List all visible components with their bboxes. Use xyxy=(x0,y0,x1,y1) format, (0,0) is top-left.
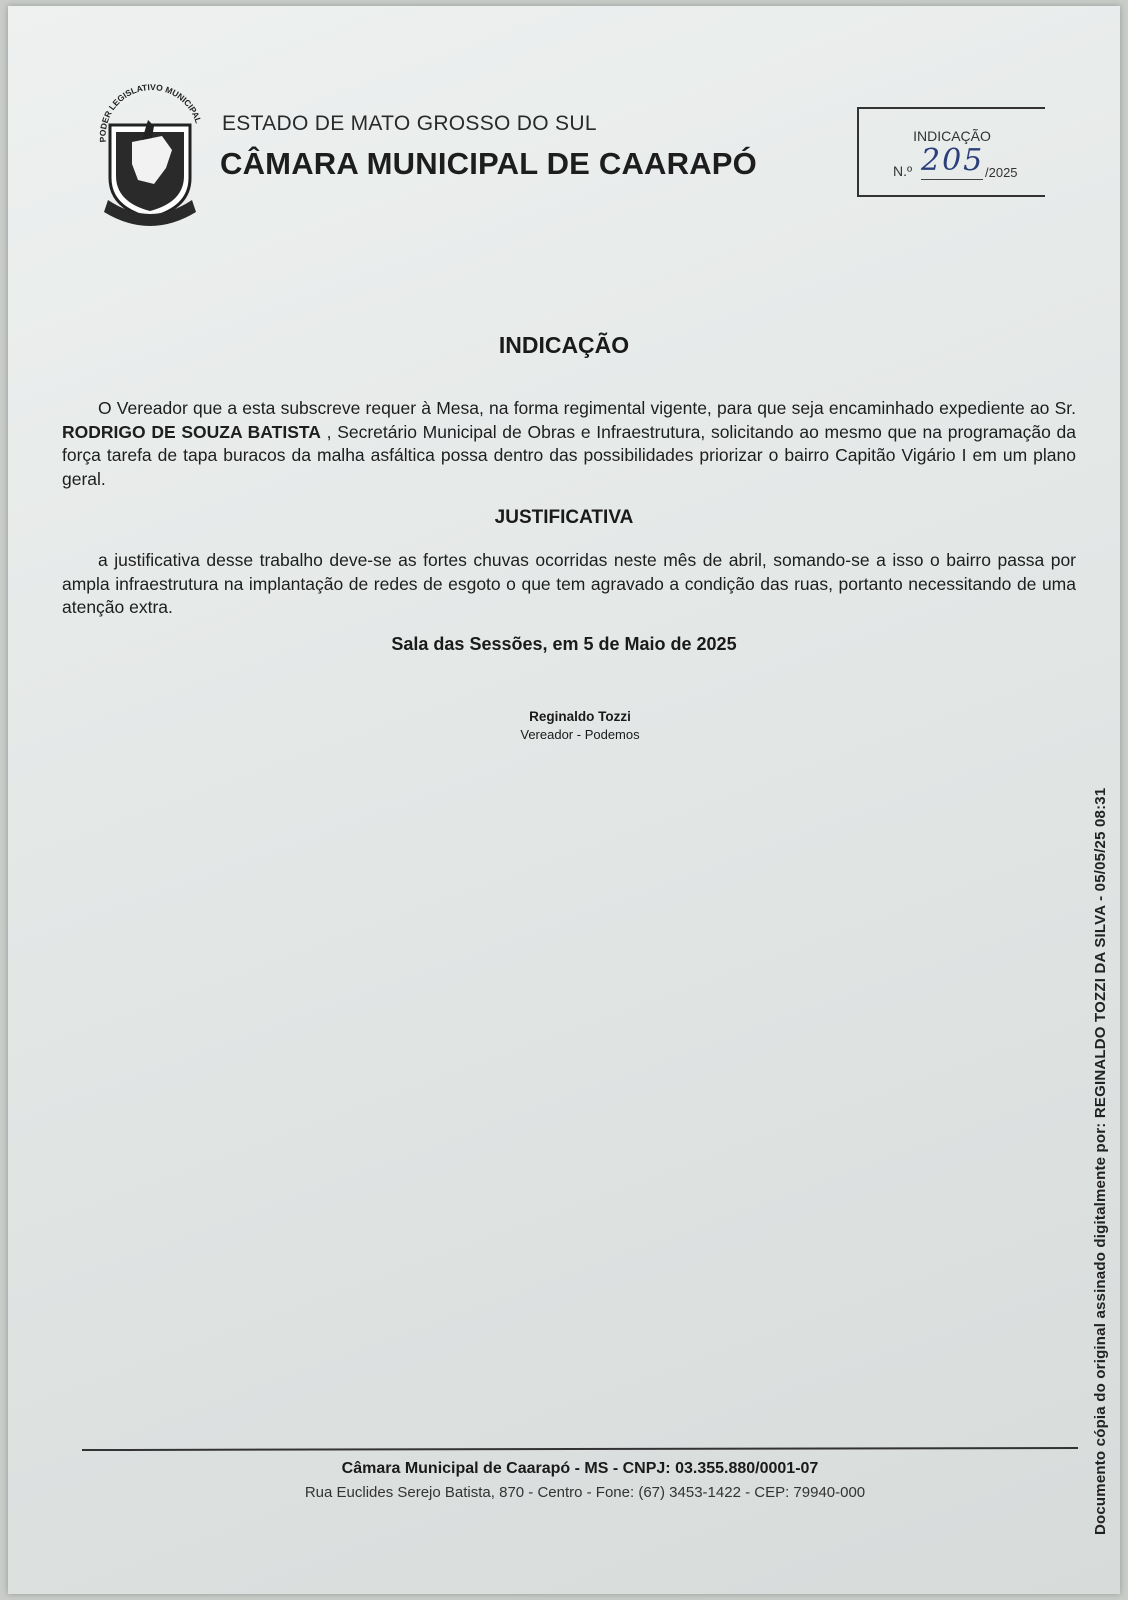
request-text-before-name: O Vereador que a esta subscreve requer à Mesa, na forma regimental vigente, para que seja encaminhado expediente ao Sr. xyxy=(98,398,1076,418)
signatory-role: Vereador - Podemos xyxy=(520,727,640,742)
indication-year-suffix: /2025 xyxy=(985,165,1018,180)
justification-title: JUSTIFICATIVA xyxy=(494,507,634,528)
signatory-name: Reginaldo Tozzi xyxy=(529,709,631,724)
document-title: INDICAÇÃO xyxy=(498,332,630,358)
footer-institution-line: Câmara Municipal de Caarapó - MS - CNPJ: 03.355.880/0001-07 xyxy=(341,1460,819,1477)
footer-address-line: Rua Euclides Serejo Batista, 870 - Centro - Fone: (67) 3453-1422 - CEP: 79940-000 xyxy=(304,1484,866,1501)
svg-text:PODER LEGISLATIVO MUNICIPAL: PODER LEGISLATIVO MUNICIPAL xyxy=(97,82,204,143)
indication-number-handwritten: 205 xyxy=(921,143,985,178)
svg-text:• • • • • • •: • • • • • • • xyxy=(139,210,161,216)
request-text-after-name: , Secretário Municipal de Obras e Infraestrutura, solicitando ao mesmo que na programação da força tarefa de tapa buracos da malha asfáltica possa dentro das possibilidades priorizar o bairro Capitão Vigário I em um plano geral. xyxy=(62,421,1077,489)
coat-of-arms-seal-icon xyxy=(92,80,208,228)
indication-box-label: INDICAÇÃO xyxy=(913,128,991,144)
justification-paragraph xyxy=(62,549,1076,620)
digital-signature-note: Documento cópia do original assinado digitalmente por: REGINALDO TOZZI DA SILVA - 05/05/25 08:31 xyxy=(1092,787,1109,1535)
indication-number-underline xyxy=(921,179,983,180)
request-recipient-name: RODRIGO DE SOUZA BATISTA xyxy=(62,421,321,442)
indication-number-prefix: N.º xyxy=(893,163,913,179)
request-paragraph xyxy=(62,397,1076,491)
header-state-name: ESTADO DE MATO GROSSO DO SUL xyxy=(222,112,597,135)
indication-number-box xyxy=(857,107,1045,197)
document-page xyxy=(8,6,1120,1594)
justification-text: a justificativa desse trabalho deve-se as fortes chuvas ocorridas neste mês de abril, somando-se a isso o bairro passa por ampla infraestrutura na implantação de redes de esgoto o que tem agravado a condição das ruas, portanto necessitando de uma atenção extra. xyxy=(62,550,1076,617)
header-chamber-name: CÂMARA MUNICIPAL DE CAARAPÓ xyxy=(220,146,757,181)
session-date-line: Sala das Sessões, em 5 de Maio de 2025 xyxy=(391,634,737,654)
